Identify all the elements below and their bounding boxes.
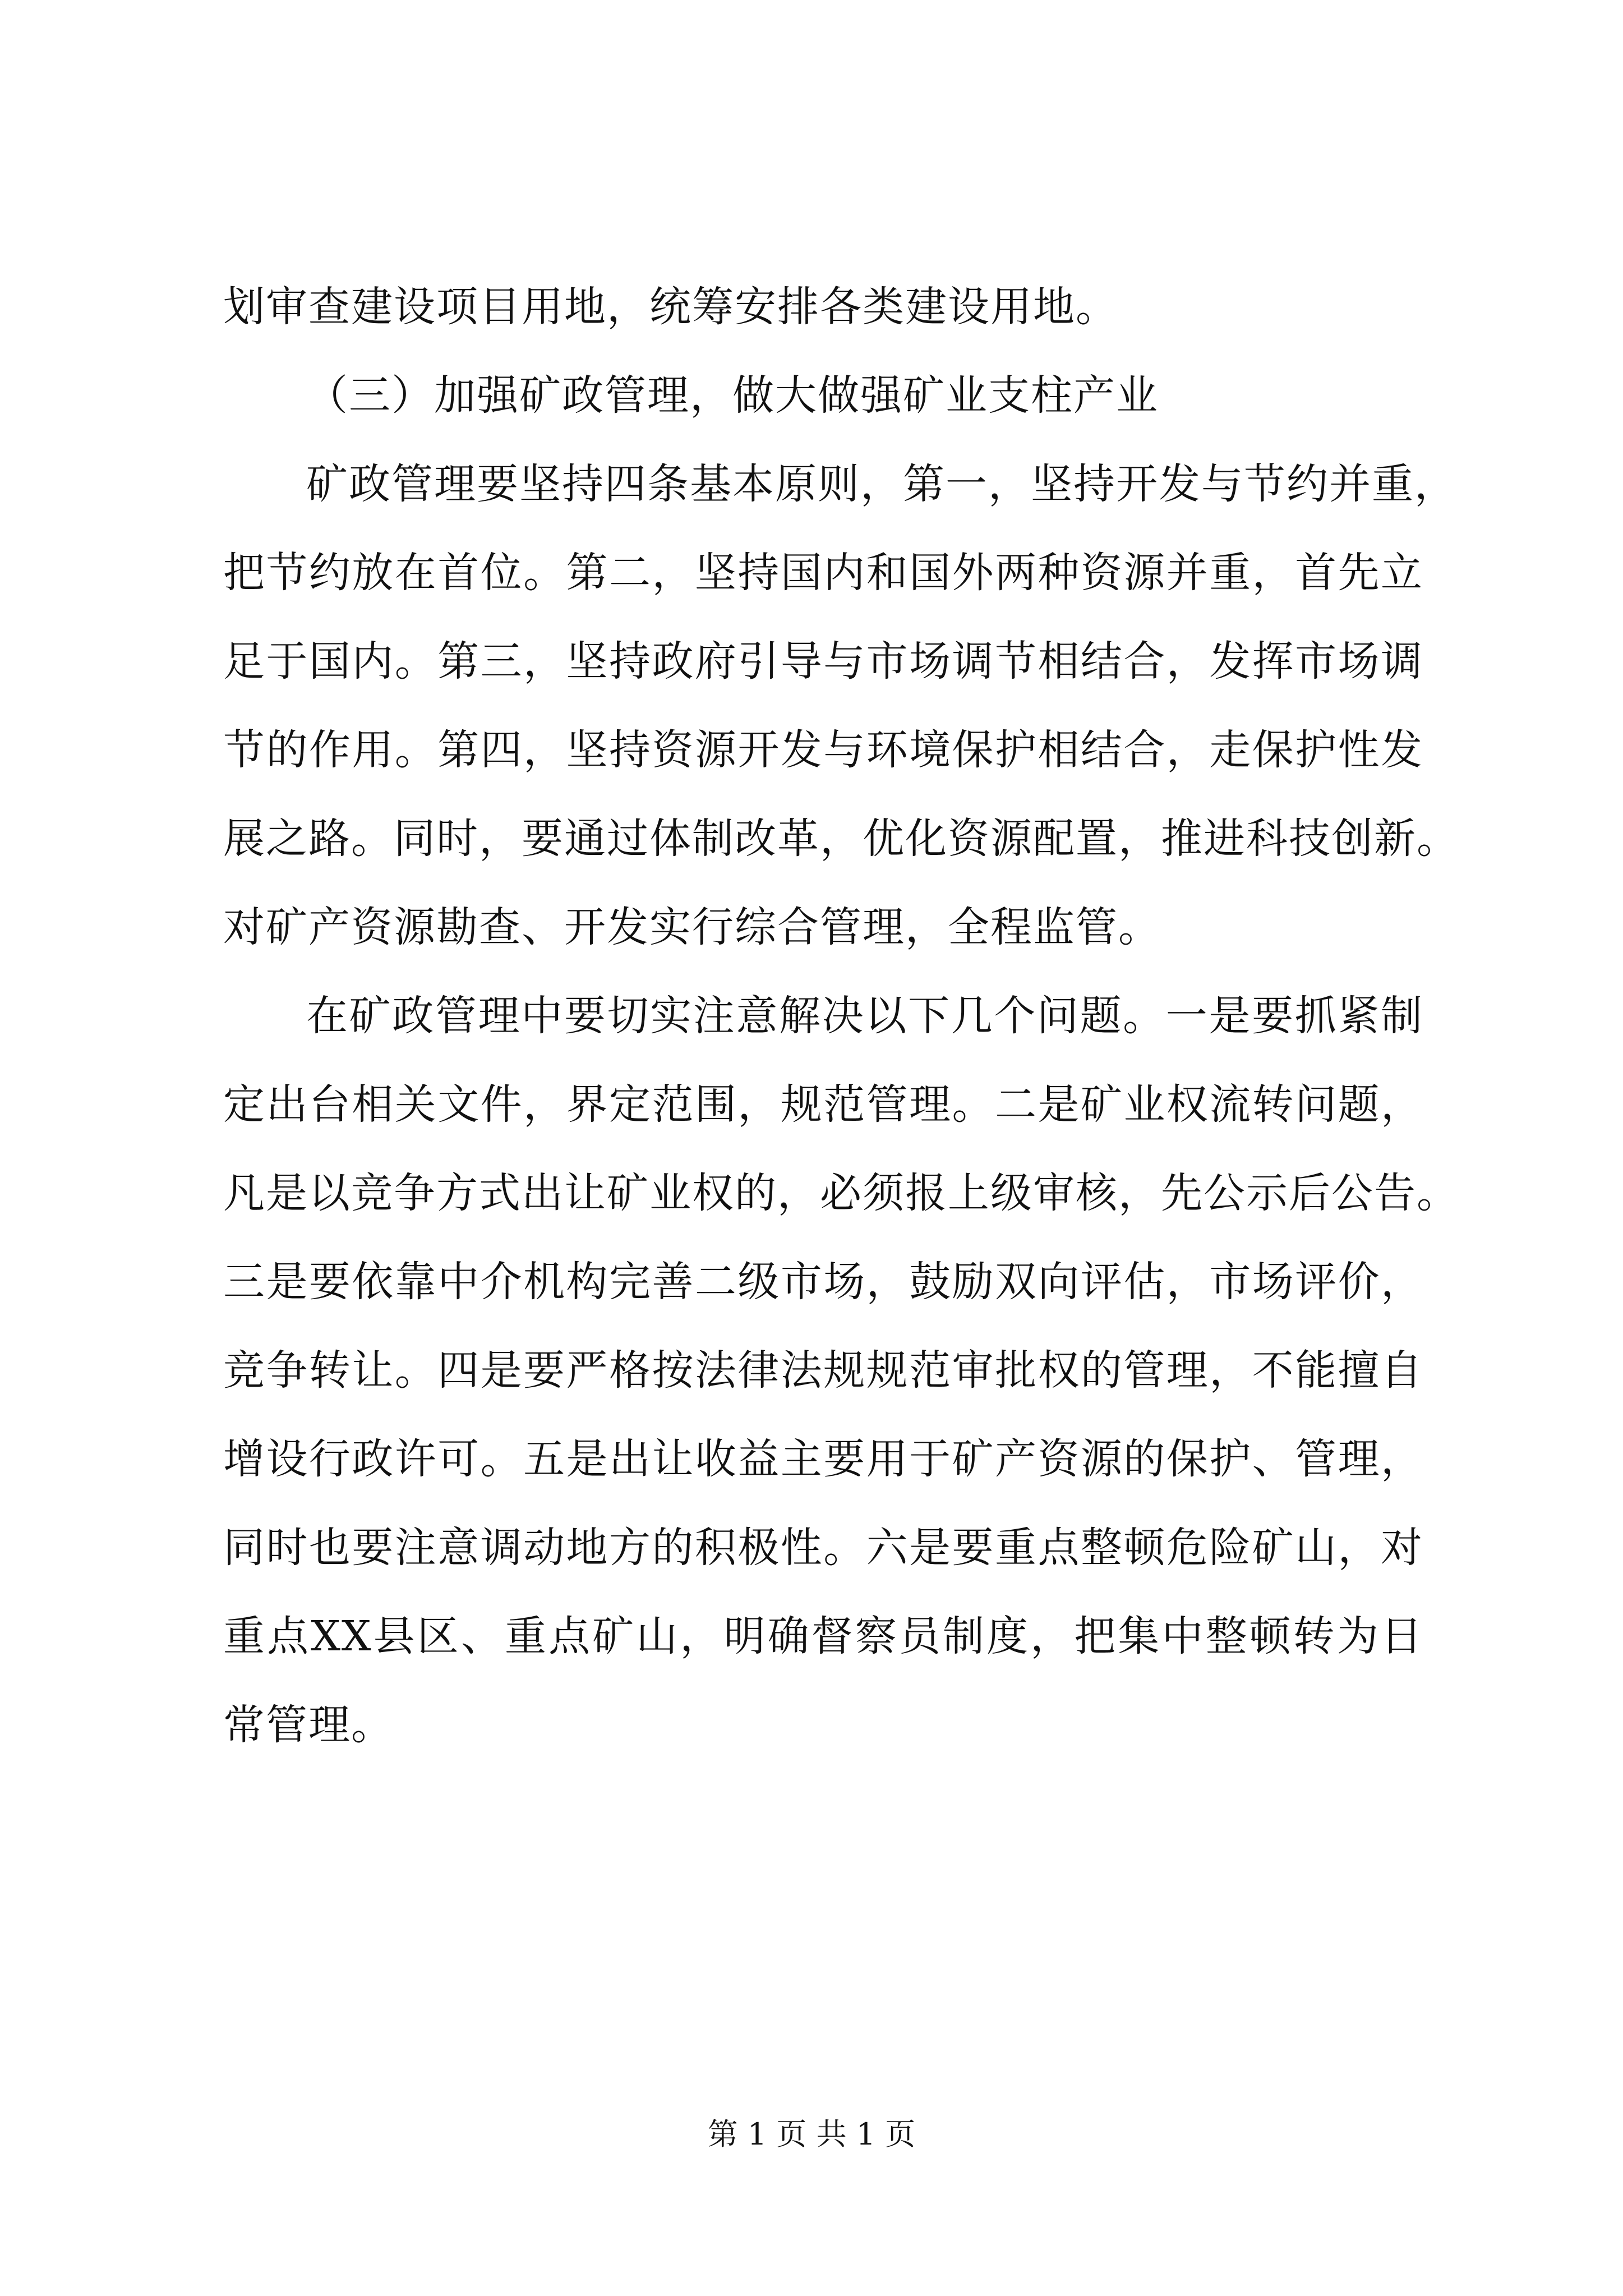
paragraph-line: 定出台相关文件，界定范围，规范管理。二是矿业权流转问题， (223, 1080, 1423, 1129)
document-body (223, 263, 1459, 1769)
paragraph-line: 划审查建设项目用地，统筹安排各类建设用地。 (223, 283, 1118, 331)
page-number-footer: 第 1 页 共 1 页 (707, 2116, 916, 2152)
paragraph-line: 三是要依靠中介机构完善二级市场，鼓励双向评估，市场评价， (223, 1258, 1423, 1306)
paragraph-line: 矿政管理要坚持四条基本原则，第一，坚持开发与节约并重， (306, 460, 1457, 508)
section-heading: （三）加强矿政管理，做大做强矿业支柱产业 (306, 371, 1159, 420)
paragraph-line: 节的作用。第四，坚持资源开发与环境保护相结合，走保护性发 (223, 726, 1423, 774)
paragraph-line: 把节约放在首位。第二，坚持国内和国外两种资源并重，首先立 (223, 549, 1423, 597)
paragraph-line: 展之路。同时，要通过体制改革，优化资源配置，推进科技创新。 (223, 815, 1459, 863)
paragraph-line: 足于国内。第三，坚持政府引导与市场调节相结合，发挥市场调 (223, 637, 1423, 685)
paragraph-line: 竞争转让。四是要严格按法律法规规范审批权的管理，不能擅自 (223, 1346, 1423, 1395)
paragraph-line: 在矿政管理中要切实注意解决以下几个问题。一是要抓紧制 (306, 992, 1423, 1040)
paragraph-line: 增设行政许可。五是出让收益主要用于矿产资源的保护、管理， (223, 1435, 1423, 1483)
paragraph-line: 凡是以竞争方式出让矿业权的，必须报上级审核，先公示后公告。 (223, 1169, 1459, 1217)
paragraph-line: 重点XX县区、重点矿山，明确督察员制度，把集中整顿转为日 (223, 1612, 1423, 1660)
paragraph-line: 同时也要注意调动地方的积极性。六是要重点整顿危险矿山，对 (223, 1524, 1423, 1572)
paragraph-line: 对矿产资源勘查、开发实行综合管理，全程监管。 (223, 903, 1161, 951)
paragraph-line: 常管理。 (223, 1701, 394, 1749)
